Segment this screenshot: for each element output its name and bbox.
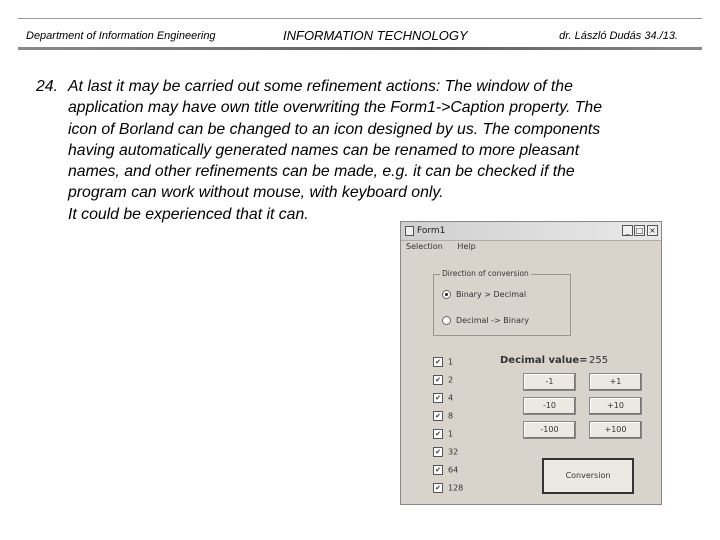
radio-binary-to-decimal[interactable] — [442, 290, 526, 299]
radio-label: Decimal -> Binary — [456, 316, 530, 325]
decimal-value-label: Decimal value= — [500, 355, 588, 366]
decimal-value: 255 — [589, 355, 609, 366]
plus-10-button[interactable]: +10 — [589, 397, 642, 415]
slide-paragraph — [36, 76, 696, 225]
minus-100-button[interactable]: -100 — [523, 421, 576, 439]
minus-1-button[interactable]: -1 — [523, 373, 576, 391]
paragraph-number: 24. — [36, 78, 58, 95]
checkbox-bit-2[interactable] — [433, 375, 453, 385]
header-course-title: INFORMATION TECHNOLOGY — [283, 28, 468, 43]
radio-selected-icon — [442, 290, 451, 299]
checkbox-checked-icon: ✔ — [433, 465, 443, 475]
form-menubar — [406, 242, 488, 251]
header-author-page: dr. László Dudás 34./13. — [559, 30, 678, 42]
checkbox-checked-icon: ✔ — [433, 411, 443, 421]
paragraph-line: program can work without mouse, with keyboard only. — [68, 184, 444, 202]
checkbox-label: 32 — [448, 447, 459, 457]
checkbox-bit-4[interactable] — [433, 393, 453, 403]
form-screenshot — [400, 221, 662, 505]
radio-unselected-icon — [442, 316, 451, 325]
direction-groupbox — [433, 269, 571, 336]
checkbox-bit-128[interactable] — [433, 483, 463, 493]
maximize-icon[interactable]: □ — [635, 226, 644, 235]
paragraph-line: names, and other refinements can be made, e.g. it can be checked if the — [68, 163, 575, 181]
checkbox-label: 64 — [448, 465, 459, 475]
paragraph-line: At last it may be carried out some refinement actions: The window of the — [68, 78, 573, 95]
form-titlebar — [401, 222, 661, 241]
checkbox-checked-icon: ✔ — [433, 447, 443, 457]
header-rule — [18, 47, 702, 50]
checkbox-bit-16[interactable] — [433, 429, 453, 439]
paragraph-line: It could be experienced that it can. — [68, 205, 309, 223]
checkbox-bit-1[interactable] — [433, 357, 453, 367]
checkbox-checked-icon: ✔ — [433, 483, 443, 493]
app-icon — [405, 226, 414, 236]
checkbox-label: 1 — [448, 357, 454, 367]
checkbox-bit-64[interactable] — [433, 465, 458, 475]
conversion-button[interactable]: Conversion — [542, 458, 634, 494]
radio-label: Binary > Decimal — [456, 290, 527, 299]
menu-help[interactable]: Help — [457, 242, 476, 251]
form-title: Form1 — [417, 226, 446, 236]
paragraph-line: icon of Borland can be changed to an icon designed by us. The components — [68, 120, 601, 138]
checkbox-label: 1 — [448, 429, 454, 439]
header-top-rule — [18, 18, 702, 19]
paragraph-line: application may have own title overwriting the Form1->Caption property. The — [68, 99, 602, 117]
minus-10-button[interactable]: -10 — [523, 397, 576, 415]
checkbox-bit-8[interactable] — [433, 411, 453, 421]
direction-group-title: Direction of conversion — [442, 269, 529, 278]
checkbox-checked-icon: ✔ — [433, 429, 443, 439]
minimize-icon[interactable]: _ — [622, 225, 633, 236]
checkbox-bit-32[interactable] — [433, 447, 458, 457]
plus-100-button[interactable]: +100 — [589, 421, 642, 439]
checkbox-label: 128 — [448, 483, 464, 493]
menu-selection[interactable]: Selection — [406, 242, 443, 251]
checkbox-checked-icon: ✔ — [433, 375, 443, 385]
header-department: Department of Information Engineering — [26, 30, 216, 42]
checkbox-label: 4 — [448, 393, 454, 403]
close-icon[interactable]: × — [647, 225, 658, 236]
checkbox-checked-icon: ✔ — [433, 393, 443, 403]
plus-1-button[interactable]: +1 — [589, 373, 642, 391]
checkbox-label: 8 — [448, 411, 454, 421]
checkbox-checked-icon: ✔ — [433, 357, 443, 367]
radio-decimal-to-binary[interactable] — [442, 316, 529, 325]
checkbox-label: 2 — [448, 375, 454, 385]
paragraph-line: having automatically generated names can be renamed to more pleasant — [68, 141, 580, 159]
